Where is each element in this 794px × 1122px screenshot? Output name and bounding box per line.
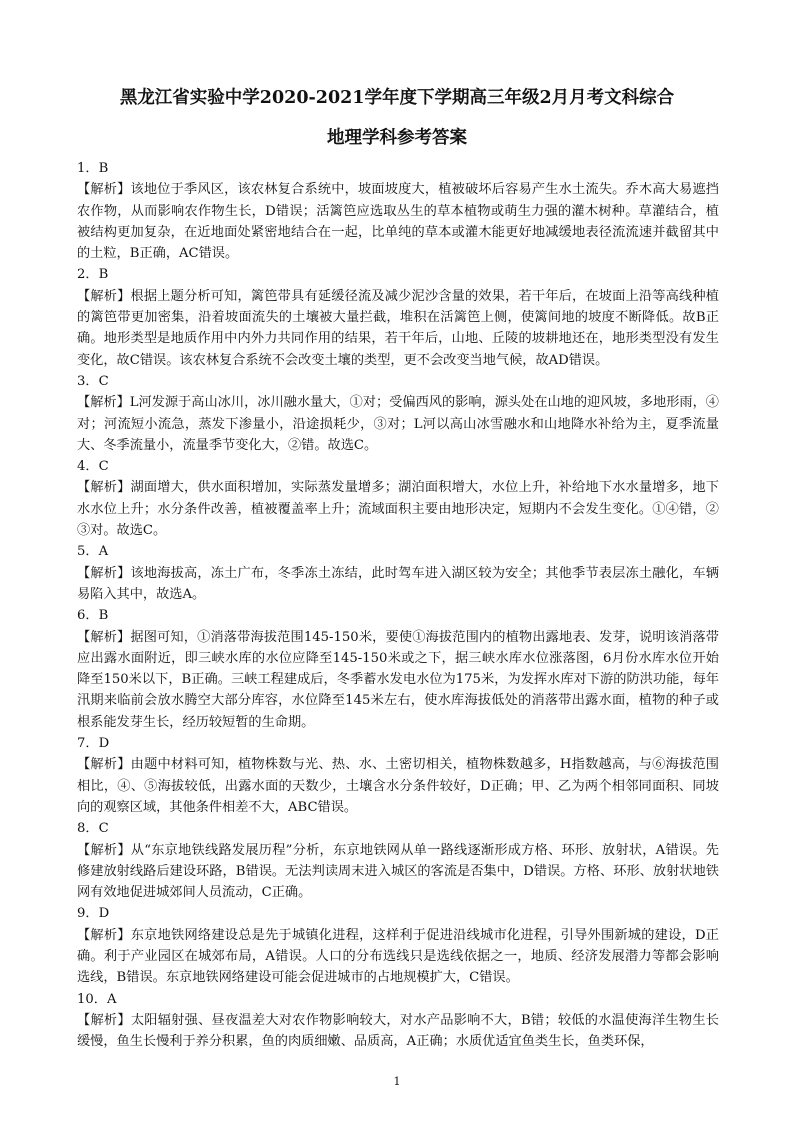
answer-list [77, 158, 719, 1052]
answer-number: 4．C [77, 459, 109, 475]
answer-explanation: 【解析】湖面增大，供水面积增加，实际蒸发量增多；湖泊面积增大，水位上升，补给地下水水量增多，地下水水位上升；水分条件改善，植被覆盖率上升；流域面积主要由地形决定，短期内不会发生变化。①④错，②③对。故选C。 [77, 480, 719, 539]
answer-number: 5．A [77, 544, 109, 560]
answer-item [77, 456, 719, 541]
answer-number: 6．B [77, 608, 109, 624]
answer-item [77, 818, 719, 903]
answer-number: 10．A [77, 991, 117, 1007]
answer-item [77, 989, 719, 1053]
answer-explanation: 【解析】L河发源于高山冰川，冰川融水量大，①对；受偏西风的影响，源头处在山地的迎风坡，多地形雨，④对；河流短小流急，蒸发下渗量小，沿途损耗少，③对；L河以高山冰雪融水和山地降水补给为主，夏季流量大、冬季流量小，流量季节变化大，②错。故选C。 [77, 395, 719, 453]
answer-number: 9．D [77, 906, 110, 922]
answer-explanation: 【解析】由题中材料可知，植物株数与光、热、水、土密切相关，植物株数越多，H指数越高，与⑥海拔范围相比，④、⑤海拔较低，出露水面的天数少，土壤含水分条件较好，D正确；甲、乙为两个相邻同面积、同坡向的观察区域，其他条件相差不大，ABC错误。 [77, 757, 719, 815]
answer-explanation: 【解析】太阳辐射强、昼夜温差大对农作物影响较大，对水产品影响不大，B错；较低的水温使海洋生物生长缓慢，鱼生长慢利于养分积累，鱼的肉质细嫩、品质高，A正确；水质优适宜鱼类生长，鱼类环保， [77, 1012, 719, 1050]
answer-item [77, 605, 719, 733]
answer-item [77, 541, 719, 605]
document-subtitle: 地理学科参考答案 [327, 128, 467, 148]
answer-number: 1．B [77, 161, 109, 176]
answer-explanation: 【解析】该地海拔高，冻土广布，冬季冻土冻结，此时驾车进入湖区较为安全；其他季节表层冻土融化，车辆易陷入其中，故选A。 [77, 565, 719, 602]
answer-number: 3．C [77, 373, 109, 389]
answer-item [77, 158, 719, 264]
answer-explanation: 【解析】东京地铁网络建设总是先于城镇化进程，这样利于促进沿线城市化进程，引导外围新城的建设，D正确。利于产业园区在城郊布局，A错误。人口的分布选线只是选线依据之一，地质、经济发展潜力等都会影响选线，B错误。东京地铁网络建设可能会促进城市的占地规模扩大，C错误。 [77, 927, 719, 986]
page-number: 1 [393, 1075, 401, 1088]
answer-item [77, 903, 719, 988]
answer-number: 2．B [77, 267, 109, 283]
answer-number: 8．C [77, 821, 109, 837]
answer-explanation: 【解析】从“东京地铁线路发展历程”分析，东京地铁网从单一路线逐渐形成方格、环形、放射状，A错误。先修建放射线路后建设环路，B错误。无法判读周末进入城区的客流是否集中，D错误。方格、环形、放射状地铁网有效地促进城郊间人员流动，C正确。 [77, 842, 719, 901]
answer-explanation: 【解析】该地位于季风区，该农林复合系统中，坡面坡度大，植被破坏后容易产生水土流失。乔木高大易遮挡农作物，从而影响农作物生长，D错误；活篱笆应选取丛生的草本植物或萌生力强的灌木树种。草灌结合，植被结构更加复杂，在近地面处紧密地结合在一起，比单纯的草本或灌木能更好地减缓地表径流流速并截留其中的土粒，B正确，AC错误。 [77, 182, 719, 262]
answer-explanation: 【解析】据图可知，①消落带海拔范围145-150米，要使①海拔范围内的植物出露地表、发芽，说明该消落带应出露水面附近，即三峡水库的水位应降至145-150米或之下，据三峡水库水位涨落图，6月份水库水位开始降至150米以下，B正确。三峡工程建成后，冬季蓄水发电水位为175米，为发挥水库对下游的防洪功能，每年汛期来临前会放水腾空大部分库容，水位降至145米左右，使水库海拔低处的消落带出露水面，植物的种子或根系能发芽生长，经历较短暂的生命期。 [77, 629, 719, 730]
answer-item [77, 371, 719, 456]
answer-item [77, 733, 719, 818]
answer-item [77, 264, 719, 370]
answer-explanation: 【解析】根据上题分析可知，篱笆带具有延缓径流及减少泥沙含量的效果，若干年后，在坡面上沿等高线种植的篱笆带更加密集，沿着坡面流失的土壤被大量拦截，堆积在活篱笆上侧，使篱间地的坡度不断降低。故B正确。地形类型是地质作用中内外力共同作用的结果，若干年后，山地、丘陵的坡耕地还在，地形类型没有发生变化，故C错误。该农林复合系统不会改变土壤的类型，更不会改变当地气候，故AD错误。 [77, 288, 719, 368]
document-title: 黑龙江省实验中学2020-2021学年度下学期高三年级2月月考文科综合 [119, 88, 675, 108]
answer-number: 7．D [77, 736, 110, 752]
